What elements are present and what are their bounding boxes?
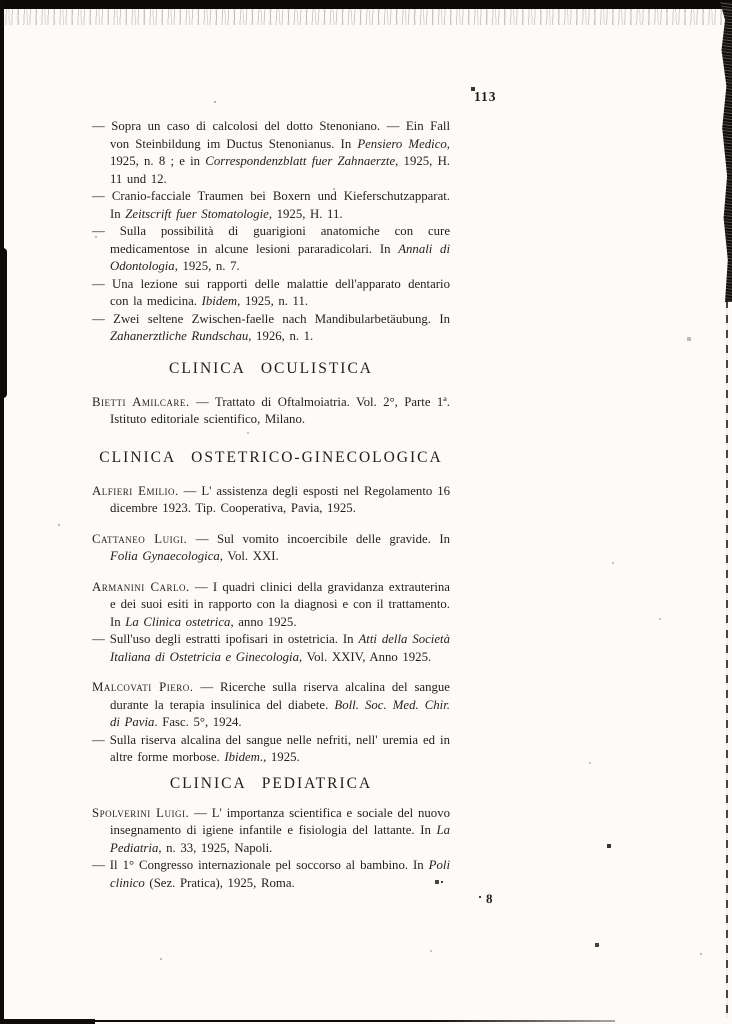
dash-marker: — xyxy=(92,732,105,747)
bibliography-entry xyxy=(92,223,450,276)
bibliography-section xyxy=(92,775,450,893)
author-name: Alfieri Emilio. xyxy=(92,483,179,498)
entry-text: I quadri clinici della gravidanza extrauterina e dei suoi esiti in rapporto con la diagnosi e con il trattamento. In xyxy=(110,579,450,629)
entry-text: L' assistenza degli esposti nel Regolamento 16 dicembre 1923. Tip. Cooperativa, Pavia, 1925. xyxy=(110,483,450,515)
bibliography-entry: Spolverini Luigi. — L' importanza scientifica e sociale del nuovo insegnamento di igiene infantile e fisiologia del lattante. In La Pediatria, n. 33, 1925, Napoli. xyxy=(92,805,450,855)
entry-text: Sopra un caso di calcolosi del dotto Stenoniano. — Ein Fall von Steinbildung im Ductus Stenonianus. In xyxy=(110,119,451,151)
scan-torn-edge-right xyxy=(718,2,732,302)
scan-edge-top xyxy=(0,0,732,9)
entry-text: (Sez. Pratica), 1925, Roma. xyxy=(144,875,295,890)
dash-marker: — xyxy=(92,119,105,133)
journal-title: Pensiero Medico xyxy=(357,136,447,151)
entry-text: , 1925, H. 11 und 12. xyxy=(110,154,451,186)
journal-title: Zeitscrift fuer Stomatologie xyxy=(125,206,269,221)
journal-title: Ibidem xyxy=(201,294,238,308)
entry-text: Sul vomito incoercibile delle gravide. In xyxy=(216,531,450,546)
entry-text: Sulla riserva alcalina del sangue nelle nefriti, nell' uremia ed in altre forme morbose. xyxy=(109,732,450,764)
journal-title: Poli clinico xyxy=(110,858,450,890)
dash-marker: — xyxy=(92,189,105,203)
dash-marker: — xyxy=(92,858,105,872)
dash-marker: — xyxy=(92,276,105,291)
entry-text: , anno 1925. xyxy=(230,614,297,629)
bibliography-entry xyxy=(92,732,450,767)
dash-marker: — xyxy=(92,311,105,326)
bibliography-content xyxy=(92,118,450,892)
bibliography-entry xyxy=(92,118,450,188)
scan-noise-band xyxy=(0,9,732,25)
bibliography-entry xyxy=(92,311,450,346)
page-number: 113 xyxy=(474,89,497,104)
journal-title: La Pediatria xyxy=(110,823,450,855)
entry-text: , n. 33, 1925, Napoli. xyxy=(158,840,273,855)
section-heading: CLINICA PEDIATRICA xyxy=(169,774,373,792)
entry-text: Ricerche sulla riserva alcalina del sangue durante la terapia insulinica del diabete. xyxy=(110,680,450,712)
entry-text: Sulla possibilità di guarigioni anatomiche con cure medicamentose in alcune lesioni pararadicolari. In xyxy=(110,224,451,256)
journal-title: Annali di Odontologia xyxy=(110,241,451,273)
bibliography-entry xyxy=(92,857,450,892)
journal-title: Atti della Società Italiana di Ostetricia e Ginecologia xyxy=(110,632,450,664)
author-name: Spolverini Luigi. xyxy=(92,805,190,820)
dash-marker: — xyxy=(92,632,105,646)
bibliography-entry xyxy=(92,631,450,666)
entry-text: Zwei seltene Zwischen-faelle nach Mandibularbetäubung. In xyxy=(113,311,450,326)
bibliography-section xyxy=(92,118,450,346)
bibliography-entry xyxy=(92,188,450,223)
journal-title: Boll. Soc. Med. Chir. di Pavia xyxy=(110,697,450,729)
section-heading: CLINICA OSTETRICO-GINECOLOGICA xyxy=(99,448,443,466)
bibliography-entry: Armanini Carlo. — I quadri clinici della gravidanza extrauterina e dei suoi esiti in rapporto con la diagnosi e con il trattamento. In La Clinica ostetrica, anno 1925. xyxy=(92,579,450,629)
author-name: Armanini Carlo. xyxy=(92,579,190,594)
entry-text: , 1925, n. 7. xyxy=(174,259,240,273)
scan-edge-left xyxy=(0,0,4,1024)
entry-text: . Fasc. 5°, 1924. xyxy=(154,715,242,729)
entry-text: Il 1° Congresso internazionale pel soccorso al bambino. In xyxy=(109,858,429,872)
entry-text: Una lezione sui rapporti delle malattie dell'apparato dentario con la medicina. xyxy=(110,276,450,308)
journal-title: Correspondenzblatt fuer Zahnaerzte xyxy=(205,154,396,168)
author-name: Bietti Amilcare. xyxy=(92,394,190,409)
entry-text: Trattato di Oftalmoiatria. Vol. 2°, Parte 1ª. Istituto editoriale scientifico, Milano. xyxy=(110,394,451,426)
entry-text: , Vol. XXI. xyxy=(219,549,279,563)
scan-specks xyxy=(0,0,2,2)
author-name: Malcovati Piero. xyxy=(92,680,194,694)
bibliography-entry: Alfieri Emilio. — L' assistenza degli esposti nel Regolamento 16 dicembre 1923. Tip. Cooperativa, Pavia, 1925. xyxy=(92,483,450,515)
entry-text: L' importanza scientifica e sociale del nuovo insegnamento di igiene infantile e fisiologia del lattante. In xyxy=(110,805,450,837)
entry-text: , Vol. XXIV, Anno 1925. xyxy=(299,649,432,664)
entry-text: , 1926, n. 1. xyxy=(248,329,314,343)
entry-text: ., 1925. xyxy=(259,750,300,764)
dash-marker: — xyxy=(92,224,105,238)
bibliography-entry xyxy=(92,276,450,311)
entry-text: , 1925, H. 11. xyxy=(268,206,343,221)
scan-edge-left-bulge xyxy=(0,248,7,398)
journal-title: La Clinica ostetrica xyxy=(125,614,231,629)
entry-text: , 1925, n. 8 ; e in xyxy=(110,136,450,168)
entry-text: Cranio-facciale Traumen bei Boxern und Kieferschutzapparat. In xyxy=(110,189,451,221)
journal-title: Zahanerztliche Rundschau xyxy=(110,329,249,343)
signature-mark: 8 xyxy=(486,891,493,906)
bibliography-entry: Bietti Amilcare. — Trattato di Oftalmoiatria. Vol. 2°, Parte 1ª. Istituto editoriale scientifico, Milano. xyxy=(92,394,451,426)
bibliography-section xyxy=(92,360,450,429)
entry-text: , 1925, n. 11. xyxy=(237,294,309,308)
scan-edge-right-line xyxy=(726,300,728,1018)
bibliography-entry: Malcovati Piero. — Ricerche sulla riserva alcalina del sangue durante la terapia insulinica del diabete. Boll. Soc. Med. Chir. di Pavia. Fasc. 5°, 1924. xyxy=(92,680,450,729)
scan-edge-bottom-chunk xyxy=(0,1019,95,1024)
author-name: Cattaneo Luigi. xyxy=(92,531,188,546)
journal-title: Ibidem xyxy=(224,750,260,764)
entry-text: Sull'uso degli estratti ipofisari in ostetricia. In xyxy=(109,632,359,646)
journal-title: Folia Gynaecologica xyxy=(110,549,220,563)
bibliography-section xyxy=(92,449,450,767)
section-heading: CLINICA OCULISTICA xyxy=(168,359,373,377)
bibliography-entry: Cattaneo Luigi. — Sul vomito incoercibile delle gravide. In Folia Gynaecologica, Vol. XXI. xyxy=(92,531,450,563)
